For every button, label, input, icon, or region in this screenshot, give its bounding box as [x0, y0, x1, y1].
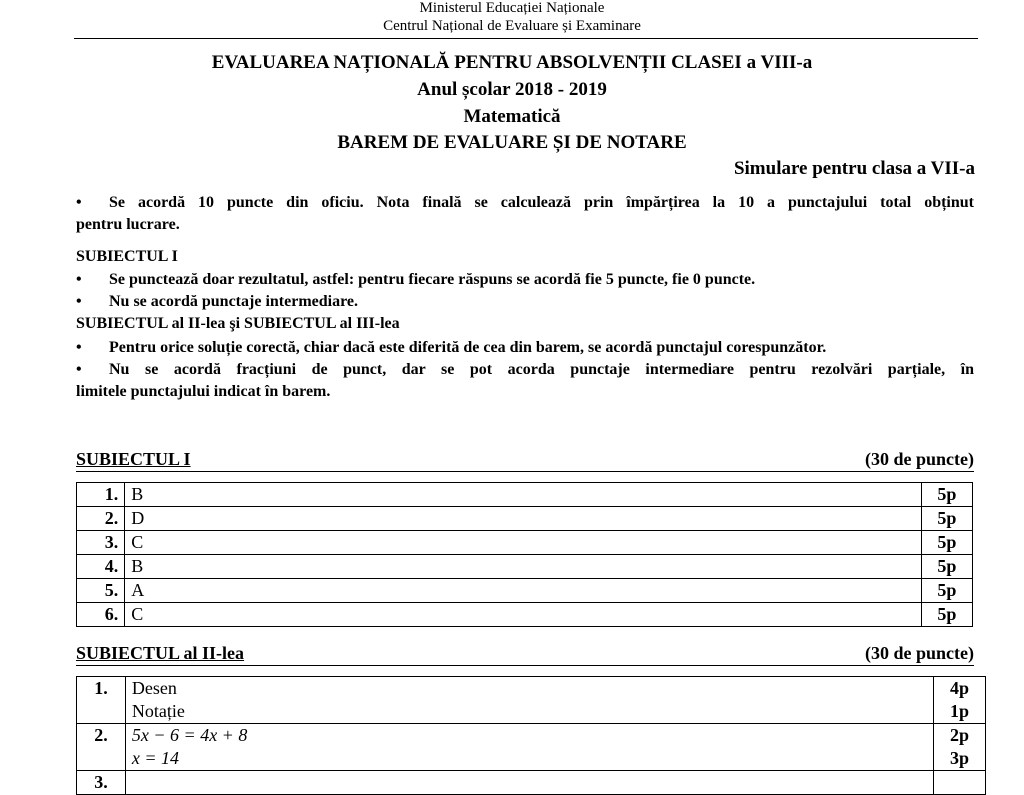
section2-title: SUBIECTUL al II-lea: [76, 643, 245, 663]
row-answer: B: [125, 483, 922, 507]
s23-rules-heading: SUBIECTUL al II-lea şi SUBIECTUL al III-lea: [76, 315, 400, 332]
table-row: [77, 579, 973, 603]
row-number: 3.: [77, 771, 126, 795]
exam-title: EVALUAREA NAȚIONALĂ PENTRU ABSOLVENȚII CLASEI a VIII-a: [211, 52, 813, 73]
table-row: [77, 555, 973, 579]
s1-rules-heading: SUBIECTUL I: [76, 248, 178, 265]
barem-title: BAREM DE EVALUARE ȘI DE NOTARE: [337, 132, 687, 153]
row-number: 4.: [77, 555, 125, 579]
answer-line: Desen: [131, 678, 177, 698]
points-line: 1p: [950, 701, 970, 721]
s23-rule1: • Pentru orice soluție corectă, chiar dacă este diferită de cea din barem, se acordă punctajul corespunzător.: [76, 337, 974, 359]
row-points: [934, 771, 986, 795]
section1-title: SUBIECTUL I: [76, 449, 191, 469]
header-divider: [74, 38, 978, 39]
equation-line: x = 14: [131, 748, 180, 768]
bullet-icon: •: [76, 361, 82, 378]
table-row: [77, 771, 986, 795]
table-row: [77, 507, 973, 531]
row-number: 1.: [77, 483, 125, 507]
row-answer: [125, 677, 933, 724]
general-rule-line2: pentru lucrare.: [76, 216, 180, 233]
bullet-icon: •: [76, 271, 82, 288]
row-number: 1.: [77, 677, 126, 724]
table-row: [77, 603, 973, 627]
s1-rule2: • Nu se acordă punctaje intermediare.: [76, 291, 974, 313]
section2-heading: [76, 643, 974, 666]
subject-title: Matematică: [463, 106, 561, 127]
row-answer: [125, 771, 933, 795]
bullet-icon: •: [76, 293, 82, 310]
row-points: [934, 677, 986, 724]
section2-points: (30 de puncte): [865, 643, 974, 663]
row-number: 5.: [77, 579, 125, 603]
simulation-subtitle: Simulare pentru clasa a VII-a: [733, 158, 975, 179]
row-number: 6.: [77, 603, 125, 627]
school-year: Anul școlar 2018 - 2019: [417, 79, 607, 100]
row-number: 3.: [77, 531, 125, 555]
bullet-icon: •: [76, 339, 82, 356]
row-points: 5p: [921, 531, 972, 555]
bullet-icon: •: [76, 194, 82, 211]
row-points: 5p: [921, 603, 972, 627]
section2-table: [76, 676, 986, 795]
points-line: 2p: [950, 725, 970, 745]
row-points: 5p: [921, 507, 972, 531]
row-points: [934, 724, 986, 771]
points-line: 3p: [950, 748, 970, 768]
row-answer: D: [125, 507, 922, 531]
center-header: Centrul Național de Evaluare și Examinare: [383, 18, 641, 34]
ministry-header: Ministerul Educației Naționale: [419, 0, 605, 16]
table-row: [77, 677, 986, 724]
points-line: 4p: [950, 678, 970, 698]
s23-rule2-line2: limitele punctajului indicat în barem.: [76, 383, 331, 400]
table-row: [77, 483, 973, 507]
row-answer: C: [125, 603, 922, 627]
row-points: 5p: [921, 483, 972, 507]
answer-line: Notație: [131, 701, 185, 721]
table-row: [77, 724, 986, 771]
table-row: [77, 531, 973, 555]
equation-line: 5x − 6 = 4x + 8: [131, 725, 248, 745]
section1-table: [76, 482, 973, 627]
general-rule-line1: • Se acordă 10 puncte din oficiu. Nota finală se calculează prin împărțirea la 10 a punctajului total obținut: [76, 192, 974, 214]
row-points: 5p: [921, 555, 972, 579]
section1-points: (30 de puncte): [865, 449, 974, 469]
row-number: 2.: [77, 507, 125, 531]
row-number: 2.: [77, 724, 126, 771]
row-answer: B: [125, 555, 922, 579]
row-answer: C: [125, 531, 922, 555]
s1-rule1: • Se punctează doar rezultatul, astfel: pentru fiecare răspuns se acordă fie 5 puncte, fie 0 puncte.: [76, 269, 974, 291]
row-points: 5p: [921, 579, 972, 603]
section1-heading: [76, 449, 974, 472]
s23-rule2-line1: • Nu se acordă fracțiuni de punct, dar se pot acorda punctaje intermediare pentru rezolvări parțiale, în: [76, 359, 974, 381]
row-answer: A: [125, 579, 922, 603]
row-answer: [125, 724, 933, 771]
